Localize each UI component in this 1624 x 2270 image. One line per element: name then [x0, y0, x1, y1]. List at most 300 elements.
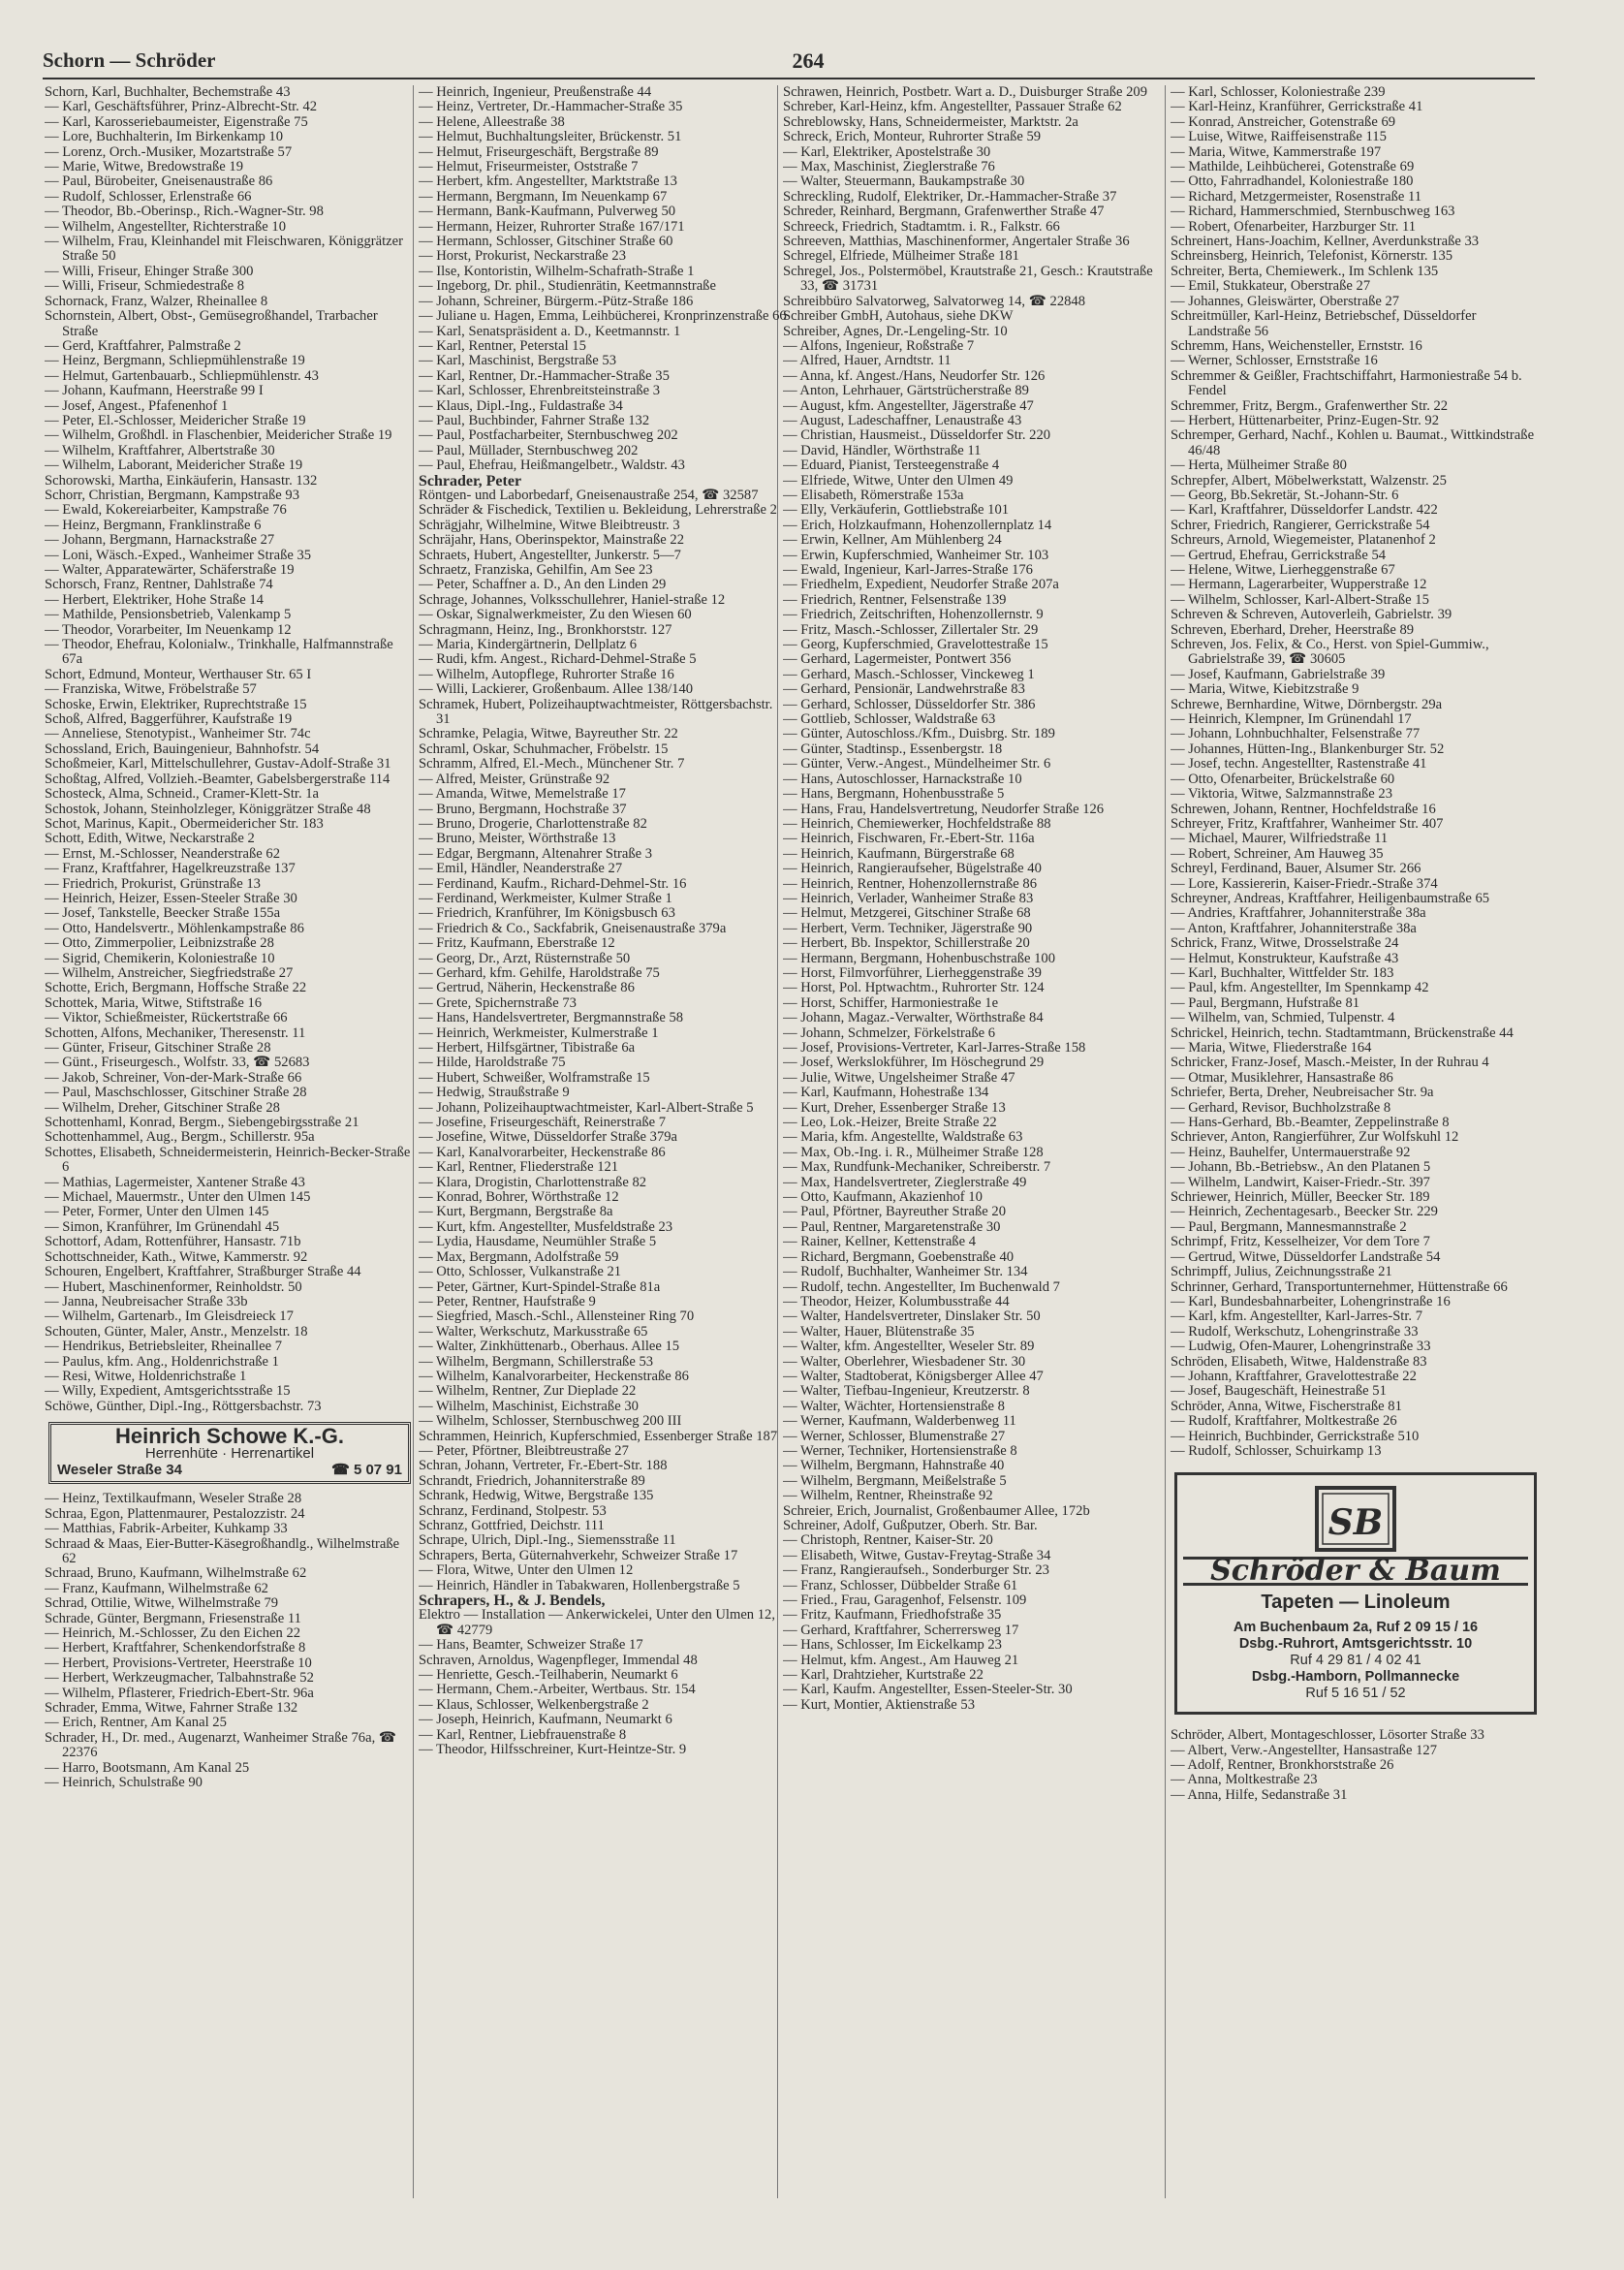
directory-entry: — Alfred, Hauer, Arndtstr. 11 — [783, 353, 952, 369]
directory-entry: Schottenhammel, Aug., Bergm., Schillerstr. 95a — [45, 1129, 315, 1146]
directory-entry: — Walter, Zinkhüttenarb., Oberhaus. Allee 15 — [419, 1339, 680, 1355]
directory-entry: — Paul, Buchbinder, Fahrner Straße 132 — [419, 412, 650, 428]
directory-entry: — Karl, Kraftfahrer, Düsseldorfer Landstr. 422 — [1171, 502, 1438, 519]
directory-entry: — Hubert, Maschinenformer, Reinholdstr. 50 — [45, 1278, 302, 1295]
directory-entry: — Amanda, Witwe, Memelstraße 17 — [419, 786, 626, 803]
directory-entry: — Wilhelm, Gartenarb., Im Gleisdreieck 17 — [45, 1308, 294, 1325]
directory-entry: Schrapers, H., & J. Bendels, — [419, 1592, 606, 1610]
directory-entry: — Rudolf, Schlosser, Erlenstraße 66 — [45, 188, 252, 205]
directory-entry: — Gerhard, Pensionär, Landwehrstraße 83 — [783, 681, 1025, 698]
directory-entry: — Heinrich, Fischwaren, Fr.-Ebert-Str. 116a — [783, 831, 1035, 847]
directory-entry: — Gerhard, Revisor, Buchholzstraße 8 — [1171, 1099, 1391, 1116]
directory-entry: — Hans, Autoschlosser, Harnackstraße 10 — [783, 771, 1022, 787]
directory-entry: — Peter, Former, Unter den Ulmen 145 — [45, 1204, 269, 1220]
directory-entry: Schreven, Jos. Felix, & Co., Herst. von Spiel-Gummiw., Gabrielstraße 39, ☎ 30605 — [1171, 637, 1489, 668]
column-4 — [1171, 85, 1541, 2256]
directory-entry: — Jakob, Schreiner, Von-der-Mark-Straße 66 — [45, 1069, 302, 1086]
directory-entry: Schreeck, Friedrich, Stadtamtm. i. R., Falkstr. 66 — [783, 218, 1060, 235]
directory-entry: — Helmut, kfm. Angest., Am Hauweg 21 — [783, 1652, 1019, 1668]
directory-entry: — Horst, Filmvorführer, Lierheggenstraße 39 — [783, 964, 1042, 981]
directory-entry: — Helene, Witwe, Lierheggenstraße 67 — [1171, 562, 1395, 578]
directory-entry: — Helmut, Friseurmeister, Oststraße 7 — [419, 159, 639, 175]
directory-entry: — Rudolf, techn. Angestellter, Im Buchenwald 7 — [783, 1278, 1060, 1295]
directory-entry: — Wilhelm, Dreher, Gitschiner Straße 28 — [45, 1099, 280, 1116]
directory-entry: Schriefer, Berta, Dreher, Neubreisacher Str. 9a — [1171, 1085, 1434, 1101]
directory-entry: — Friedrich, Kranführer, Im Königsbusch 63 — [419, 905, 675, 922]
directory-entry: — Walter, Werkschutz, Markusstraße 65 — [419, 1323, 648, 1340]
directory-entry: — Alfons, Ingenieur, Roßstraße 7 — [783, 337, 975, 354]
directory-entry: — Rudolf, Kraftfahrer, Moltkestraße 26 — [1171, 1413, 1397, 1430]
directory-entry: Schremmer, Fritz, Bergm., Grafenwerther Str. 22 — [1171, 397, 1449, 414]
directory-entry: — Wilhelm, Landwirt, Kaiser-Friedr.-Str. 397 — [1171, 1174, 1430, 1190]
directory-entry: — Wilhelm, Pflasterer, Friedrich-Ebert-Str. 96a — [45, 1685, 314, 1701]
directory-entry: — Mathias, Lagermeister, Xantener Straße 43 — [45, 1174, 305, 1190]
directory-entry: Schoß, Alfred, Baggerführer, Kaufstraße 19 — [45, 711, 293, 728]
directory-entry: — Erich, Holzkaufmann, Hohenzollernplatz 14 — [783, 517, 1052, 533]
directory-entry: — Lorenz, Orch.-Musiker, Mozartstraße 57 — [45, 143, 293, 160]
directory-entry: — Elfriede, Witwe, Unter den Ulmen 49 — [783, 472, 1014, 489]
sb-monogram-text: SB — [1327, 1502, 1384, 1544]
directory-entry: — Karl, Senatspräsident a. D., Keetmannstr. 1 — [419, 323, 681, 339]
directory-entry: Schriewer, Heinrich, Müller, Beecker Str. 189 — [1171, 1189, 1430, 1206]
directory-entry: Schreber, Karl-Heinz, kfm. Angestellter, Passauer Straße 62 — [783, 99, 1122, 115]
directory-entry: Schreinsberg, Heinrich, Telefonist, Körnerstr. 135 — [1171, 248, 1453, 265]
directory-entry: Schrapers, Berta, Güternahverkehr, Schweizer Straße 17 — [419, 1547, 738, 1563]
directory-entry: Schrape, Ulrich, Dipl.-Ing., Siemensstraße 11 — [419, 1532, 676, 1549]
directory-entry: — Wilhelm, Kanalvorarbeiter, Heckenstraße 86 — [419, 1368, 689, 1384]
directory-entry: Schrer, Friedrich, Rangierer, Gerrickstraße 54 — [1171, 517, 1430, 533]
directory-entry: — Bruno, Bergmann, Hochstraße 37 — [419, 801, 627, 817]
directory-entry: Schrank, Hedwig, Witwe, Bergstraße 135 — [419, 1488, 654, 1504]
directory-entry: — Ferdinand, Kaufm., Richard-Dehmel-Str. 16 — [419, 875, 687, 892]
ad-company-name: Heinrich Schowe K.-G. — [115, 1424, 344, 1449]
directory-entry: — Otto, Schlosser, Vulkanstraße 21 — [419, 1264, 622, 1280]
directory-entry: — Günter, Autoschloss./Kfm., Duisbrg. Str. 189 — [783, 726, 1055, 742]
directory-entry: Schran, Johann, Vertreter, Fr.-Ebert-Str. 188 — [419, 1458, 668, 1474]
directory-entry: — Richard, Metzgermeister, Rosenstraße 11 — [1171, 188, 1422, 205]
directory-entry: — Max, Handelsvertreter, Zieglerstraße 49 — [783, 1174, 1027, 1190]
directory-entry: — Paul, Postfacharbeiter, Sternbuschweg 202 — [419, 427, 678, 444]
directory-entry: — Grete, Spichernstraße 73 — [419, 994, 577, 1011]
directory-entry: — Karl, Elektriker, Apostelstraße 30 — [783, 143, 991, 160]
directory-entry: — Elisabeth, Römerstraße 153a — [783, 487, 964, 503]
directory-entry: — Paul, Maschschlosser, Gitschiner Straße 28 — [45, 1085, 307, 1101]
directory-entry: — Anton, Kraftfahrer, Johanniterstraße 38a — [1171, 920, 1417, 936]
directory-entry: — Franz, Kaufmann, Wilhelmstraße 62 — [45, 1580, 268, 1596]
directory-entry: — Hans-Gerhard, Bb.-Beamter, Zeppelinstraße 8 — [1171, 1115, 1450, 1131]
directory-entry: — Heinrich, Klempner, Im Grünendahl 17 — [1171, 711, 1412, 728]
directory-entry: — Karl, kfm. Angestellter, Karl-Jarres-Str. 7 — [1171, 1308, 1423, 1325]
column-3 — [783, 85, 1153, 2256]
directory-entry: — Heinrich, Rentner, Hohenzollernstraße 86 — [783, 875, 1038, 892]
directory-entry: — Wilhelm, Bergmann, Hahnstraße 40 — [783, 1458, 1005, 1474]
ad-phone: ☎ 5 07 91 — [331, 1461, 402, 1478]
directory-entry: — Herbert, Hüttenarbeiter, Prinz-Eugen-Str. 92 — [1171, 412, 1440, 428]
directory-entry: — Ernst, M.-Schlosser, Neanderstraße 62 — [45, 845, 280, 862]
directory-entry: — Karl, Rentner, Liebfrauenstraße 8 — [419, 1726, 627, 1743]
directory-entry: Schouren, Engelbert, Kraftfahrer, Straßburger Straße 44 — [45, 1264, 361, 1280]
directory-entry: — Ewald, Ingenieur, Karl-Jarres-Straße 176 — [783, 562, 1033, 578]
directory-entry: — Hermann, Chem.-Arbeiter, Wertbaus. Str. 154 — [419, 1682, 696, 1698]
directory-entry: — Paulus, kfm. Ang., Holdenrichstraße 1 — [45, 1353, 279, 1370]
directory-entry: — Johann, Magaz.-Verwalter, Wörthstraße 84 — [783, 1010, 1044, 1026]
directory-entry: — Johannes, Hütten-Ing., Blankenburger Str. 52 — [1171, 741, 1445, 757]
directory-entry: — Alfred, Meister, Grünstraße 92 — [419, 771, 610, 787]
directory-entry: — Marie, Witwe, Bredowstraße 19 — [45, 159, 244, 175]
directory-entry: Schort, Edmund, Monteur, Werthauser Str. 65 I — [45, 666, 312, 682]
directory-entry: — Christoph, Rentner, Kaiser-Str. 20 — [783, 1532, 993, 1549]
directory-entry: — Ludwig, Ofen-Maurer, Lohengrinstraße 33 — [1171, 1339, 1431, 1355]
directory-entry: — Wilhelm, Angestellter, Richterstraße 10 — [45, 218, 287, 235]
directory-entry: Schraven, Arnoldus, Wagenpfleger, Immendal 48 — [419, 1652, 698, 1668]
directory-entry: — Richard, Bergmann, Goebenstraße 40 — [783, 1248, 1015, 1265]
directory-entry: — Heinrich, Verlader, Wanheimer Straße 83 — [783, 890, 1034, 906]
directory-entry: — Gerd, Kraftfahrer, Palmstraße 2 — [45, 337, 241, 354]
directory-entry: Schröder, Anna, Witwe, Fischerstraße 81 — [1171, 1398, 1402, 1414]
directory-entry: — Kurt, Bergmann, Bergstraße 8a — [419, 1204, 613, 1220]
directory-entry: — Otmar, Musiklehrer, Hansastraße 86 — [1171, 1069, 1393, 1086]
directory-entry: Schröder, Albert, Montageschlosser, Lösorter Straße 33 — [1171, 1727, 1484, 1744]
directory-entry: Schramm, Alfred, El.-Mech., Münchener Str. 7 — [419, 756, 685, 772]
directory-entry: — Paul, Ehefrau, Heißmangelbetr., Waldstr. 43 — [419, 457, 685, 474]
directory-entry: Schott, Edith, Witwe, Neckarstraße 2 — [45, 831, 255, 847]
directory-entry: — Johann, Polizeihauptwachtmeister, Karl-Albert-Straße 5 — [419, 1099, 754, 1116]
directory-entry: — Siegfried, Masch.-Schl., Allensteiner Ring 70 — [419, 1308, 695, 1325]
directory-entry: — Josef, Provisions-Vertreter, Karl-Jarres-Straße 158 — [783, 1040, 1086, 1056]
directory-entry: — Herbert, Verm. Techniker, Jägerstraße 90 — [783, 920, 1033, 936]
directory-entry: Schranz, Gottfried, Deichstr. 111 — [419, 1518, 605, 1533]
running-head: Schorn — Schröder — [43, 48, 216, 72]
directory-entry: — Karl, Bundesbahnarbeiter, Lohengrinstraße 16 — [1171, 1293, 1451, 1309]
directory-entry: — Max, Maschinist, Zieglerstraße 76 — [783, 159, 995, 175]
directory-entry: — Helmut, Konstrukteur, Kaufstraße 43 — [1171, 950, 1399, 966]
directory-entry: — Herta, Mülheimer Straße 80 — [1171, 457, 1347, 474]
directory-entry: Schreyner, Andreas, Kraftfahrer, Heiligenbaumstraße 65 — [1171, 890, 1490, 906]
directory-entry: Schramke, Pelagia, Witwe, Bayreuther Str. 22 — [419, 726, 678, 742]
directory-entry: — Karl-Heinz, Kranführer, Gerrickstraße 41 — [1171, 99, 1423, 115]
directory-entry: — Willi, Friseur, Ehinger Straße 300 — [45, 263, 254, 279]
directory-entry: — Karl, Kaufm. Angestellter, Essen-Steeler-Str. 30 — [783, 1682, 1073, 1698]
directory-entry: — Johann, Kaufmann, Heerstraße 99 I — [45, 383, 264, 399]
directory-entry: — Walter, Apparatewärter, Schäferstraße 19 — [45, 562, 295, 578]
directory-entry: — Karl, Rentner, Peterstal 15 — [419, 337, 586, 354]
directory-entry: — Herbert, kfm. Angestellter, Marktstraße 13 — [419, 173, 677, 190]
directory-entry: Schraets, Hubert, Angestellter, Junkerstr. 5—7 — [419, 547, 681, 563]
directory-entry: — Josef, Werkslokführer, Im Höschegrund 29 — [783, 1055, 1045, 1071]
directory-entry: Schrage, Johannes, Volksschullehrer, Haniel-straße 12 — [419, 591, 726, 608]
directory-entry: Schranz, Ferdinand, Stolpestr. 53 — [419, 1502, 607, 1519]
directory-entry: — Loni, Wäsch.-Exped., Wanheimer Straße 35 — [45, 547, 312, 563]
directory-entry: Schramek, Hubert, Polizeihauptwachtmeister, Röttgersbachstr. 31 — [419, 696, 773, 728]
directory-entry: — Konrad, Anstreicher, Gotenstraße 69 — [1171, 113, 1396, 130]
directory-entry: — Heinrich, Heizer, Essen-Steeler Straße 30 — [45, 890, 297, 906]
page-number: 264 — [792, 48, 825, 73]
directory-entry: — Paul, Bergmann, Hufstraße 81 — [1171, 994, 1360, 1011]
directory-entry: Schraad, Bruno, Kaufmann, Wilhelmstraße 62 — [45, 1565, 307, 1582]
directory-entry: — Heinrich, Zechentagesarb., Beecker Str. 229 — [1171, 1204, 1438, 1220]
directory-entry: — Walter, Steuermann, Baukampstraße 30 — [783, 173, 1025, 190]
directory-entry: — Klara, Drogistin, Charlottenstraße 82 — [419, 1174, 647, 1190]
directory-entry: — Elisabeth, Witwe, Gustav-Freytag-Straße 34 — [783, 1547, 1051, 1563]
directory-entry: — Theodor, Hilfsschreiner, Kurt-Heintze-Str. 9 — [419, 1742, 687, 1758]
directory-entry: — Heinrich, Chemiewerker, Hochfeldstraße 88 — [783, 815, 1051, 832]
directory-entry: Schorsch, Franz, Rentner, Dahlstraße 74 — [45, 577, 273, 593]
directory-entry: — Heinz, Vertreter, Dr.-Hammacher-Straße 35 — [419, 99, 683, 115]
ad-address-line: Dsbg.-Ruhrort, Amtsgerichtsstr. 10 — [1238, 1636, 1473, 1653]
directory-entry: — Karl, Schlosser, Koloniestraße 239 — [1171, 85, 1386, 100]
directory-entry: — Peter, Rentner, Haufstraße 9 — [419, 1293, 596, 1309]
directory-entry: — Wilhelm, Kraftfahrer, Albertstraße 30 — [45, 442, 275, 458]
directory-entry: — Hedwig, Straußstraße 9 — [419, 1085, 570, 1101]
directory-entry: — Peter, Gärtner, Kurt-Spindel-Straße 81a — [419, 1278, 661, 1295]
directory-entry: Schremper, Gerhard, Nachf., Kohlen u. Baumat., Wittkindstraße 46/48 — [1171, 427, 1535, 458]
directory-entry: — Herbert, Kraftfahrer, Schenkendorfstraße 8 — [45, 1640, 306, 1656]
directory-entry: Schreiber GmbH, Autohaus, siehe DKW — [783, 308, 1014, 325]
directory-entry: — Ewald, Kokereiarbeiter, Kampstraße 76 — [45, 502, 287, 519]
directory-entry: — Walter, Tiefbau-Ingenieur, Kreutzerstr. 8 — [783, 1383, 1030, 1400]
directory-entry: — Hermann, Schlosser, Gitschiner Straße 60 — [419, 234, 673, 250]
directory-entry: — Wilhelm, Rentner, Rheinstraße 92 — [783, 1488, 993, 1504]
directory-entry: — Otto, Handelsvertr., Möhlenkampstraße 86 — [45, 920, 304, 936]
directory-entry: — Friedrich, Zeitschriften, Hohenzollernstr. 9 — [783, 607, 1044, 623]
directory-entry: — Hans, Bergmann, Hohenbusstraße 5 — [783, 786, 1005, 803]
directory-entry: — Paul, Bergmann, Mannesmannstraße 2 — [1171, 1218, 1407, 1235]
directory-entry: — Heinz, Bauhelfer, Untermauerstraße 92 — [1171, 1144, 1411, 1160]
directory-entry: — Peter, Pförtner, Bleibtreustraße 27 — [419, 1442, 629, 1459]
directory-entry: Schreblowsky, Hans, Schneidermeister, Marktstr. 2a — [783, 113, 1078, 130]
directory-entry: — Günt., Friseurgesch., Wolfstr. 33, ☎ 52683 — [45, 1055, 310, 1071]
directory-entry: — Josef, Kaufmann, Gabrielstraße 39 — [1171, 666, 1386, 682]
directory-entry: — Walter, Oberlehrer, Wiesbadener Str. 30 — [783, 1353, 1026, 1370]
directory-entry: — Andries, Kraftfahrer, Johanniterstraße 38a — [1171, 905, 1426, 922]
directory-entry: Schreck, Erich, Monteur, Ruhrorter Straße 59 — [783, 129, 1042, 145]
directory-entry: — Franz, Schlosser, Dübbelder Straße 61 — [783, 1577, 1018, 1593]
directory-entry: Schrewen, Johann, Rentner, Hochfeldstraße 16 — [1171, 801, 1436, 817]
directory-entry: Schrammen, Heinrich, Kupferschmied, Essenberger Straße 187 — [419, 1428, 778, 1444]
directory-entry: — Klaus, Dipl.-Ing., Fuldastraße 34 — [419, 397, 623, 414]
directory-entry: — Otto, Zimmerpolier, Leibnizstraße 28 — [45, 935, 274, 952]
ad-address-line: Ruf 5 16 51 / 52 — [1305, 1686, 1406, 1702]
directory-entry: Schrader, H., Dr. med., Augenarzt, Wanheimer Straße 76a, ☎ 22376 — [45, 1729, 397, 1761]
directory-entry: — Gertrud, Näherin, Heckenstraße 86 — [419, 980, 635, 996]
directory-entry: — Wilhelm, Frau, Kleinhandel mit Fleischwaren, Königgrätzer Straße 50 — [45, 234, 403, 265]
header-rule — [43, 78, 1535, 79]
directory-entry: — Hubert, Schweißer, Wolframstraße 15 — [419, 1069, 650, 1086]
directory-entry: — Ingeborg, Dr. phil., Studienrätin, Keetmannstraße — [419, 278, 716, 295]
directory-entry: Schreyer, Fritz, Kraftfahrer, Wanheimer Str. 407 — [1171, 815, 1444, 832]
directory-entry: — Hans, Handelsvertreter, Bergmannstraße 58 — [419, 1010, 684, 1026]
directory-entry: — Rainer, Kellner, Kettenstraße 4 — [783, 1234, 977, 1250]
directory-entry: — Karl, Karosseriebaumeister, Eigenstraße 75 — [45, 113, 308, 130]
directory-entry: — Emil, Händler, Neanderstraße 27 — [419, 861, 623, 877]
directory-entry: Schrimpf, Fritz, Kesselheizer, Vor dem Tore 7 — [1171, 1234, 1430, 1250]
directory-entry: — Wilhelm, Anstreicher, Siegfriedstraße 27 — [45, 964, 294, 981]
directory-entry: — Friedrich, Rentner, Felsenstraße 139 — [783, 591, 1007, 608]
directory-entry: — Heinz, Bergmann, Franklinstraße 6 — [45, 517, 262, 533]
directory-entry: — Otto, Fahrradhandel, Koloniestraße 180 — [1171, 173, 1414, 190]
directory-entry: — Johann, Schreiner, Bürgerm.-Pütz-Straße 186 — [419, 293, 694, 309]
directory-entry: — Johann, Lohnbuchhalter, Felsenstraße 77 — [1171, 726, 1421, 742]
directory-entry: — Karl, Rentner, Fliederstraße 121 — [419, 1159, 619, 1176]
directory-entry: — Anna, Moltkestraße 23 — [1171, 1772, 1318, 1788]
directory-entry: — Heinrich, Schulstraße 90 — [45, 1775, 203, 1791]
column-divider — [1165, 85, 1166, 2198]
directory-entry: — Josef, Tankstelle, Beecker Straße 155a — [45, 905, 281, 922]
directory-entry: — Klaus, Schlosser, Welkenbergstraße 2 — [419, 1696, 649, 1713]
directory-entry: — Karl, Maschinist, Bergstraße 53 — [419, 353, 617, 369]
directory-entry: — Richard, Hammerschmied, Sternbuschweg 163 — [1171, 204, 1455, 220]
directory-entry: — Christian, Hausmeist., Düsseldorfer Str. 220 — [783, 427, 1051, 444]
directory-entry: — Josef, Angest., Pfafenenhof 1 — [45, 397, 229, 414]
directory-entry: — Oskar, Signalwerkmeister, Zu den Wiesen 60 — [419, 607, 692, 623]
directory-entry: Schregel, Jos., Polstermöbel, Krautstraße 21, Gesch.: Krautstraße 33, ☎ 31731 — [783, 263, 1153, 295]
directory-entry: — Hilde, Haroldstraße 75 — [419, 1055, 566, 1071]
ad-tagline: Tapeten — Linoleum — [1261, 1591, 1451, 1613]
directory-entry: — Kurt, Montier, Aktienstraße 53 — [783, 1696, 976, 1713]
directory-entry: — Theodor, Ehefrau, Kolonialw., Trinkhalle, Halfmannstraße 67a — [45, 637, 393, 668]
directory-entry: — Walter, Stadtoberat, Königsberger Allee 47 — [783, 1368, 1044, 1384]
directory-entry: — Wilhelm, Bergmann, Meißelstraße 5 — [783, 1472, 1007, 1489]
directory-entry: — Rudolf, Schlosser, Schuirkamp 13 — [1171, 1442, 1382, 1459]
directory-entry: — Juliane u. Hagen, Emma, Leihbücherei, Kronprinzenstraße 66 — [419, 308, 787, 325]
directory-entry: — Matthias, Fabrik-Arbeiter, Kuhkamp 33 — [45, 1521, 288, 1537]
directory-entry: Schraetz, Franziska, Gehilfin, Am See 23 — [419, 562, 653, 578]
directory-entry: — Helene, Alleestraße 38 — [419, 113, 565, 130]
directory-entry: — Herbert, Provisions-Vertreter, Heerstraße 10 — [45, 1655, 312, 1671]
directory-entry: Schreder, Reinhard, Bergmann, Grafenwerther Straße 47 — [783, 204, 1105, 220]
directory-entry: — Lydia, Hausdame, Neumühler Straße 5 — [419, 1234, 657, 1250]
directory-entry: Schorr, Christian, Bergmann, Kampstraße 93 — [45, 487, 300, 503]
directory-entry: — Rudolf, Buchhalter, Wanheimer Str. 134 — [783, 1264, 1028, 1280]
directory-entry: Schrick, Franz, Witwe, Drosselstraße 24 — [1171, 935, 1399, 952]
directory-entry: — Heinrich, Ingenieur, Preußenstraße 44 — [419, 85, 652, 100]
ad-address-line: Dsbg.-Hamborn, Pollmannecke — [1251, 1669, 1460, 1686]
ad-schroeder-baum — [1174, 1472, 1537, 1715]
directory-entry: — Herbert, Werkzeugmacher, Talbahnstraße 52 — [45, 1670, 314, 1687]
directory-entry: — Gertrud, Witwe, Düsseldorfer Landstraße 54 — [1171, 1248, 1441, 1265]
directory-entry: Schotten, Alfons, Mechaniker, Theresenstr. 11 — [45, 1025, 306, 1041]
directory-entry: — Paul, Bürobeiter, Gneisenaustraße 86 — [45, 173, 273, 190]
directory-entry: — Anna, Hilfe, Sedanstraße 31 — [1171, 1786, 1348, 1803]
directory-entry: Schreier, Erich, Journalist, Großenbaumer Allee, 172b — [783, 1502, 1090, 1519]
directory-entry: — Simon, Kranführer, Im Grünendahl 45 — [45, 1218, 280, 1235]
directory-entry: Schrewe, Bernhardine, Witwe, Dörnbergstr. 29a — [1171, 696, 1443, 712]
directory-entry: — Erich, Rentner, Am Kanal 25 — [45, 1715, 227, 1731]
directory-entry: Elektro — Installation — Ankerwickelei, Unter den Ulmen 12, ☎ 42779 — [419, 1607, 775, 1638]
directory-entry: — Karl, Kaufmann, Hohestraße 134 — [783, 1085, 989, 1101]
directory-entry: Schräjahr, Hans, Oberinspektor, Mainstraße 22 — [419, 532, 685, 549]
directory-entry: — Fritz, Kaufmann, Eberstraße 12 — [419, 935, 615, 952]
directory-entry: — Josef, Baugeschäft, Heinestraße 51 — [1171, 1383, 1387, 1400]
directory-entry: Schoßtag, Alfred, Vollzieh.-Beamter, Gabelsbergerstraße 114 — [45, 771, 390, 787]
directory-entry: — Robert, Ofenarbeiter, Harzburger Str. 11 — [1171, 218, 1417, 235]
directory-entry: — Friedrich & Co., Sackfabrik, Gneisenaustraße 379a — [419, 920, 727, 936]
directory-entry: — Ferdinand, Werkmeister, Kulmer Straße 1 — [419, 890, 672, 906]
directory-entry: — Adolf, Rentner, Bronkhorststraße 26 — [1171, 1757, 1394, 1773]
directory-entry: — Luise, Witwe, Raiffeisenstraße 115 — [1171, 129, 1387, 145]
directory-entry: — Hermann, Bergmann, Im Neuenkamp 67 — [419, 188, 668, 205]
directory-entry: — Wilhelm, Schlosser, Karl-Albert-Straße 15 — [1171, 591, 1429, 608]
directory-entry: — Günter, Friseur, Gitschiner Straße 28 — [45, 1040, 271, 1056]
directory-entry: — Hermann, Heizer, Ruhrorter Straße 167/171 — [419, 218, 685, 235]
directory-entry: — Johannes, Gleiswärter, Oberstraße 27 — [1171, 293, 1400, 309]
directory-entry: — Hermann, Bank-Kaufmann, Pulverweg 50 — [419, 204, 676, 220]
directory-entry: Schriever, Anton, Rangierführer, Zur Wolfskuhl 12 — [1171, 1129, 1459, 1146]
directory-entry: — Anna, kf. Angest./Hans, Neudorfer Str. 126 — [783, 367, 1046, 384]
directory-entry: — David, Händler, Wörthstraße 11 — [783, 442, 982, 458]
directory-entry: — Hans, Beamter, Schweizer Straße 17 — [419, 1637, 643, 1654]
directory-entry: — Franz, Rangieraufseh., Sonderburger Str. 23 — [783, 1562, 1049, 1579]
directory-entry: — Maria, Witwe, Fliederstraße 164 — [1171, 1040, 1372, 1056]
directory-entry: Schorowski, Martha, Einkäuferin, Hansastr. 132 — [45, 472, 318, 489]
directory-entry: Schraml, Oskar, Schuhmacher, Fröbelstr. 15 — [419, 741, 669, 757]
directory-entry: — Werner, Kaufmann, Walderbenweg 11 — [783, 1413, 1016, 1430]
directory-entry: — Willy, Expedient, Amtsgerichtsstraße 15 — [45, 1383, 291, 1400]
directory-entry: — Kurt, Dreher, Essenberger Straße 13 — [783, 1099, 1006, 1116]
ad-product-line: Herrenhüte · Herrenartikel — [144, 1444, 315, 1462]
directory-entry: — Günter, Verw.-Angest., Mündelheimer Str. 6 — [783, 756, 1051, 772]
directory-entry: — Karl, Buchhalter, Wittfelder Str. 183 — [1171, 964, 1394, 981]
directory-entry: Schräder & Fischedick, Textilien u. Bekleidung, Lehrerstraße 2 — [419, 502, 777, 519]
directory-entry: — Gertrud, Ehefrau, Gerrickstraße 54 — [1171, 547, 1387, 563]
directory-entry: — Kurt, kfm. Angestellter, Musfeldstraße 23 — [419, 1218, 673, 1235]
directory-entry: — Gerhard, Schlosser, Düsseldorfer Str. 386 — [783, 696, 1036, 712]
directory-entry: Schouten, Günter, Maler, Anstr., Menzelstr. 18 — [45, 1323, 308, 1340]
directory-entry: — Hermann, Lagerarbeiter, Wupperstraße 12 — [1171, 577, 1427, 593]
directory-entry: — Joseph, Heinrich, Kaufmann, Neumarkt 6 — [419, 1712, 672, 1728]
directory-entry: Schrandt, Friedrich, Johanniterstraße 89 — [419, 1472, 645, 1489]
directory-entry: Schrade, Günter, Bergmann, Friesenstraße 11 — [45, 1610, 301, 1626]
directory-entry: — Lore, Buchhalterin, Im Birkenkamp 10 — [45, 129, 284, 145]
directory-entry: — Walter, Hauer, Blütenstraße 35 — [783, 1323, 975, 1340]
directory-entry: — Johann, Bergmann, Harnackstraße 27 — [45, 532, 275, 549]
directory-entry: Schottek, Maria, Witwe, Stiftstraße 16 — [45, 994, 263, 1011]
directory-entry: Schottenhaml, Konrad, Bergm., Siebengebirgsstraße 21 — [45, 1115, 359, 1131]
directory-entry: Schöwe, Günther, Dipl.-Ing., Röttgersbachstr. 73 — [45, 1398, 322, 1414]
directory-entry: Schreibbüro Salvatorweg, Salvatorweg 14, ☎ 22848 — [783, 293, 1086, 309]
directory-entry: — Werner, Schlosser, Ernststraße 16 — [1171, 353, 1378, 369]
directory-entry: Schornstein, Albert, Obst-, Gemüsegroßhandel, Trarbacher Straße — [45, 308, 378, 339]
directory-entry: Schraa, Egon, Plattenmaurer, Pestalozzistr. 24 — [45, 1505, 305, 1522]
directory-entry: — Wilhelm, Rentner, Zur Dieplade 22 — [419, 1383, 637, 1400]
directory-entry: Schröden, Elisabeth, Witwe, Haldenstraße 83 — [1171, 1353, 1427, 1370]
directory-entry: — Anton, Lehrhauer, Gärtstrücherstraße 89 — [783, 383, 1029, 399]
directory-entry: — Maria, Kindergärtnerin, Dellplatz 6 — [419, 637, 638, 653]
directory-entry: — Erwin, Kellner, Am Mühlenberg 24 — [783, 532, 1002, 549]
directory-entry: Schotte, Erich, Bergmann, Hoffsche Straße 22 — [45, 980, 307, 996]
directory-entry: — Johann, Schmelzer, Förkelstraße 6 — [783, 1025, 996, 1041]
directory-entry: Röntgen- und Laborbedarf, Gneisenaustraße 254, ☎ 32587 — [419, 487, 759, 503]
ad-company-name: Schröder & Baum — [1183, 1557, 1528, 1585]
directory-entry: Schreeven, Matthias, Maschinenformer, Angertaler Straße 36 — [783, 234, 1130, 250]
directory-entry: — Helmut, Friseurgeschäft, Bergstraße 89 — [419, 143, 659, 160]
directory-entry: — Rudi, kfm. Angest., Richard-Dehmel-Straße 5 — [419, 651, 697, 668]
directory-entry: Schrinner, Gerhard, Transportunternehmer, Hüttenstraße 66 — [1171, 1278, 1508, 1295]
directory-entry: — Paul, Rentner, Margaretenstraße 30 — [783, 1218, 1001, 1235]
directory-entry: Schreven, Eberhard, Dreher, Heerstraße 89 — [1171, 621, 1415, 638]
directory-entry: — Heinrich, Rangieraufseher, Bügelstraße 40 — [783, 861, 1042, 877]
directory-entry: — Heinrich, Werkmeister, Kulmerstraße 1 — [419, 1025, 659, 1041]
directory-entry: — Michael, Mauermstr., Unter den Ulmen 145 — [45, 1189, 311, 1206]
directory-entry: — Wilhelm, Großhdl. in Flaschenbier, Meidericher Straße 19 — [45, 427, 392, 444]
directory-entry: — Wilhelm, Bergmann, Schillerstraße 53 — [419, 1353, 654, 1370]
directory-entry: — Theodor, Bb.-Oberinsp., Rich.-Wagner-Str. 98 — [45, 204, 324, 220]
directory-entry: — Günter, Stadtinsp., Essenbergstr. 18 — [783, 741, 1003, 757]
directory-entry: — Sigrid, Chemikerin, Koloniestraße 10 — [45, 950, 275, 966]
directory-entry: — Heinrich, Händler in Tabakwaren, Hollenbergstraße 5 — [419, 1577, 740, 1593]
directory-entry: — Bruno, Meister, Wörthstraße 13 — [419, 831, 616, 847]
ad-street: Weseler Straße 34 — [57, 1461, 182, 1478]
